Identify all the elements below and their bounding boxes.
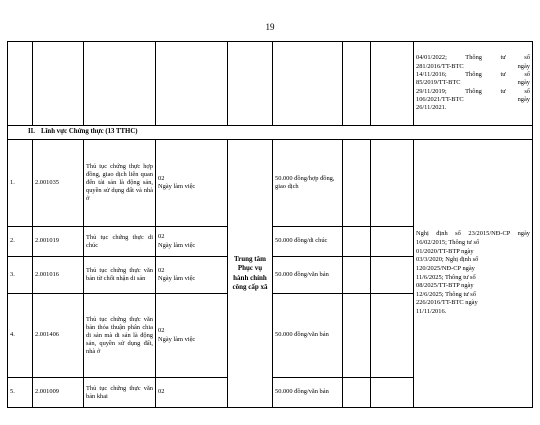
fee: 50.000 đồng/văn bản [273,378,343,408]
procedure-name: Thủ tục chứng thực di chúc [84,227,156,257]
section-header-row [8,126,533,140]
processing-time: 02 Ngày làm việc [156,227,228,257]
fee: 50.000 đồng/văn bản [273,294,343,378]
processing-time: 02 Ngày làm việc [156,257,228,294]
procedure-name: Thủ tục chứng thực văn bản khai [84,378,156,408]
procedure-name: Thủ tục chứng thực văn bản từ chối nhận di sản [84,257,156,294]
previous-legal-basis: 04/01/2022; Thông tư số 281/2016/TT-BTC ngày 14/11/2016; Thông tư số 85/2019/TT-BTC ngày 29/11/2019; Thông tư số 106/2021/TT-BTC ngày 26/11/2021. [414,42,533,126]
procedures-table [7,41,533,408]
table-row: 1. 2.001035 Thủ tục chứng thực hợp đồng, giao dịch liên quan đến tài sản là động sản, quyền sử dụng đất và nhà ở 02 Ngày làm việc Trung tâm Phục vụ hành chính công cấp xã 50.000 đồng/hợp đồng, giao dịch Nghị định số 23/2015/NĐ-CP ngày 16/02/2015; Thông tư số 01/2020/TT-BTP ngày 03/3/2020; Nghị định số 120/2025/NĐ-CP ngày 11/6/2025; Thông tư số 08/2025/TT-BTP ngày 12/6/2025; Thông tư số 226/2016/TT-BTC ngày 11/11/2016. [8,140,533,227]
processing-time: 02 [156,378,228,408]
procedure-name: Thủ tục chứng thực văn bản thỏa thuận phân chia di sản mà di sản là động sản, quyền sử dụng đất, nhà ở [84,294,156,378]
table-row: 5. 2.001009 Thủ tục chứng thực văn bản khai 02 50.000 đồng/văn bản [8,378,533,408]
legal-basis: Nghị định số 23/2015/NĐ-CP ngày 16/02/2015; Thông tư số 01/2020/TT-BTP ngày 03/3/2020; Nghị định số 120/2025/NĐ-CP ngày 11/6/2025; Thông tư số 08/2025/TT-BTP ngày 12/6/2025; Thông tư số 226/2016/TT-BTC ngày 11/11/2016. [414,140,533,408]
procedure-name: Thủ tục chứng thực hợp đồng, giao dịch liên quan đến tài sản là động sản, quyền sử dụng đất và nhà ở [84,140,156,227]
fee: 50.000 đồng/di chúc [273,227,343,257]
fee: 50.000 đồng/hợp đồng, giao dịch [273,140,343,227]
table-row: 4. 2.001406 Thủ tục chứng thực văn bản thỏa thuận phân chia di sản mà di sản là động sản, quyền sử dụng đất, nhà ở 02 Ngày làm việc 50.000 đồng/văn bản [8,294,533,378]
table-row-previous [8,42,533,126]
processing-time: 02 Ngày làm việc [156,294,228,378]
agency-cell: Trung tâm Phục vụ hành chính công cấp xã [228,140,273,408]
processing-time: 02 Ngày làm việc [156,140,228,227]
page-number: 19 [265,22,275,32]
table-row: 2. 2.001019 Thủ tục chứng thực di chúc 02 Ngày làm việc 50.000 đồng/di chúc [8,227,533,257]
section-header: II. Lĩnh vực Chứng thực (13 TTHC) [8,126,533,140]
fee: 50.000 đồng/văn bản [273,257,343,294]
table-row: 3. 2.001016 Thủ tục chứng thực văn bản từ chối nhận di sản 02 Ngày làm việc 50.000 đồng/văn bản [8,257,533,294]
